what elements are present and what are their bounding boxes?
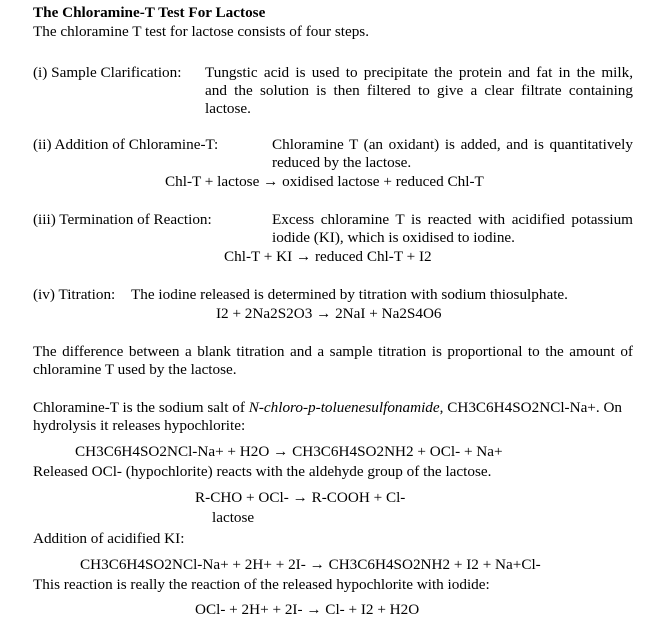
equation-aldehyde: R-CHO + OCl- → R-COOH + Cl- (195, 489, 406, 506)
step-1-line-2: and the solution is then filtered to give a clear filtrate containing (205, 82, 633, 99)
step-3-line-2: iodide (KI), which is oxidised to iodine. (272, 229, 515, 246)
really-line: This reaction is really the reaction of the released hypochlorite with iodide: (33, 576, 490, 593)
step-4-label: (iv) Titration: (33, 286, 116, 303)
equation-aldehyde-label: lactose (212, 509, 255, 526)
step-4-equation: I2 + 2Na2S2O3 → 2NaI + Na2S4O6 (216, 305, 442, 322)
salt-prefix: Chloramine-T is the sodium salt of (33, 399, 249, 416)
step-3-line-1: Excess chloramine T is reacted with acidified potassium (272, 211, 633, 228)
step-2-line-2: reduced by the lactose. (272, 154, 412, 171)
step-2-equation: Chl-T + lactose → oxidised lactose + reduced Chl-T (165, 173, 484, 190)
difference-line-1: The difference between a blank titration and a sample titration is proportional to the amount of (33, 343, 633, 360)
step-2-line-1: Chloramine T (an oxidant) is added, and is quantitatively (272, 136, 633, 153)
step-1-line-1: Tungstic acid is used to precipitate the protein and fat in the milk, (205, 64, 633, 81)
step-1-line-3: lactose. (205, 100, 251, 117)
equation-hydrolysis: CH3C6H4SO2NCl-Na+ + H2O → CH3C6H4SO2NH2 + OCl- + Na+ (75, 443, 503, 460)
equation-acidified: CH3C6H4SO2NCl-Na+ + 2H+ + 2I- → CH3C6H4SO2NH2 + I2 + Na+Cl- (80, 556, 541, 573)
step-2-label: (ii) Addition of Chloramine-T: (33, 136, 219, 153)
page-title: The Chloramine-T Test For Lactose (33, 4, 266, 21)
step-3-equation: Chl-T + KI → reduced Chl-T + I2 (224, 248, 432, 265)
difference-line-2: chloramine T used by the lactose. (33, 361, 237, 378)
salt-line: Chloramine-T is the sodium salt of N-chloro-p-toluenesulfonamide, CH3C6H4SO2NCl-Na+. On (33, 399, 623, 416)
intro-text: The chloramine T test for lactose consists of four steps. (33, 23, 370, 40)
acidified-line: Addition of acidified KI: (33, 530, 185, 547)
step-4-line-1: The iodine released is determined by titration with sodium thiosulphate. (131, 286, 568, 303)
salt-name: N-chloro-p-toluenesulfonamide (248, 399, 440, 416)
step-3-label: (iii) Termination of Reaction: (33, 211, 212, 228)
salt-suffix: . On (595, 399, 623, 416)
hydrolysis-line: hydrolysis it releases hypochlorite: (33, 417, 246, 434)
released-line: Released OCl- (hypochlorite) reacts with the aldehyde group of the lactose. (33, 463, 492, 480)
step-1-label: (i) Sample Clarification: (33, 64, 182, 81)
salt-formula: CH3C6H4SO2NCl-Na+ (447, 399, 596, 416)
equation-iodide: OCl- + 2H+ + 2I- → Cl- + I2 + H2O (195, 601, 420, 618)
